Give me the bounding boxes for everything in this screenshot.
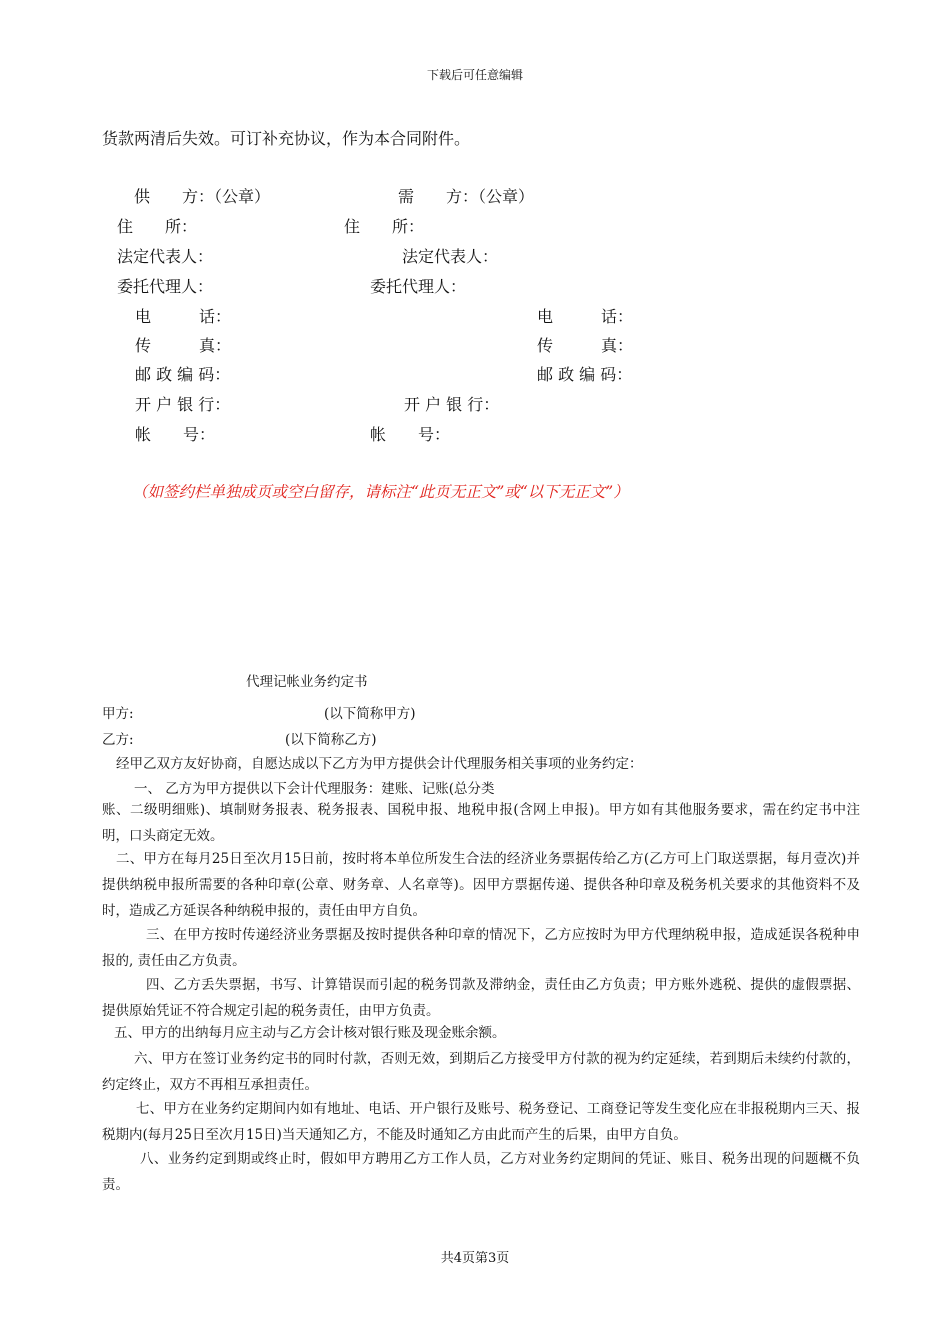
- buyer-label: 需 方：（公章）: [398, 187, 535, 206]
- buyer-phone-label: 电 话：: [537, 307, 634, 326]
- party-a-alias: (以下简称甲方): [324, 706, 416, 722]
- supplier-account-label: 帐 号：: [135, 425, 216, 444]
- item-3: 三、在甲方按时传递经济业务票据及按时提供各种印章的情况下，乙方应按时为甲方代理纳税申报，造成延误各税种申报的, 责任由乙方负责。: [102, 927, 860, 969]
- buyer-account-label: 帐 号：: [370, 425, 451, 444]
- party-b-label: 乙方:: [102, 732, 134, 748]
- supplier-legal-rep-label: 法定代表人：: [117, 247, 214, 266]
- supplier-address-label: 住 所：: [117, 217, 198, 236]
- buyer-postcode-label: 邮 政 编 码：: [537, 365, 633, 384]
- buyer-bank-label: 开 户 银 行：: [404, 395, 500, 414]
- item-5: 五、甲方的出纳每月应主动与乙方会计核对银行账及现金账余额。: [114, 1025, 506, 1041]
- buyer-address-label: 住 所：: [344, 217, 425, 236]
- supplier-bank-label: 开 户 银 行：: [135, 395, 231, 414]
- party-a-label: 甲方:: [102, 706, 134, 722]
- signature-page-note: （如签约栏单独成页或空白留存，请标注“此页无正文”或“以下无正文”）: [132, 483, 629, 501]
- party-b-alias: (以下简称乙方): [285, 732, 377, 748]
- supplier-postcode-label: 邮 政 编 码：: [135, 365, 231, 384]
- page-footer: 共4页第3页: [440, 1251, 510, 1266]
- agreement-title: 代理记帐业务约定书: [246, 674, 368, 690]
- item-1-continued: 账、二级明细账)、填制财务报表、税务报表、国税申报、地税申报(含网上申报)。甲方如有其他服务要求，需在约定书中注明，口头商定无效。: [102, 802, 860, 844]
- supplier-phone-label: 电 话：: [135, 307, 232, 326]
- item-7: 七、甲方在业务约定期间内如有地址、电话、开户银行及账号、税务登记、工商登记等发生变化应在非报税期内三天、报税期内(每月25日至次月15日)当天通知乙方，不能及时通知乙方由此而产生的后果，由甲方自负。: [102, 1101, 860, 1143]
- contract-closing-line: 货款两清后失效。可订补充协议，作为本合同附件。: [102, 129, 471, 148]
- buyer-fax-label: 传 真：: [537, 336, 634, 355]
- page-header: 下载后可任意编辑: [426, 68, 523, 82]
- item-1-first-line: 一、 乙方为甲方提供以下会计代理服务：建账、记账(总分类: [134, 781, 495, 797]
- supplier-label: 供 方：（公章）: [134, 187, 271, 206]
- buyer-agent-label: 委托代理人：: [370, 277, 467, 296]
- item-4: 四、乙方丢失票据，书写、计算错误而引起的税务罚款及滞纳金，责任由乙方负责；甲方账外逃税、提供的虚假票据、提供原始凭证不符合规定引起的税务责任，由甲方负责。: [102, 977, 860, 1019]
- item-2: 二、甲方在每月25日至次月15日前，按时将本单位所发生合法的经济业务票据传给乙方(乙方可上门取送票据，每月壹次)并提供纳税申报所需要的各种印章(公章、财务章、人名章等)。因甲方票据传递、提供各种印章及税务机关要求的其他资料不及时，造成乙方延误各种纳税申报的，责任由甲方自负。: [102, 851, 860, 919]
- item-8: 八、业务约定到期或终止时，假如甲方聘用乙方工作人员，乙方对业务约定期间的凭证、账目、税务出现的问题概不负责。: [102, 1151, 860, 1193]
- supplier-fax-label: 传 真：: [135, 336, 232, 355]
- supplier-agent-label: 委托代理人：: [117, 277, 214, 296]
- buyer-legal-rep-label: 法定代表人：: [402, 247, 499, 266]
- item-6: 六、甲方在签订业务约定书的同时付款，否则无效，到期后乙方接受甲方付款的视为约定延续，若到期后未续约付款的，约定终止，双方不再相互承担责任。: [102, 1051, 860, 1093]
- agreement-intro: 经甲乙双方友好协商，自愿达成以下乙方为甲方提供会计代理服务相关事项的业务约定：: [116, 756, 643, 772]
